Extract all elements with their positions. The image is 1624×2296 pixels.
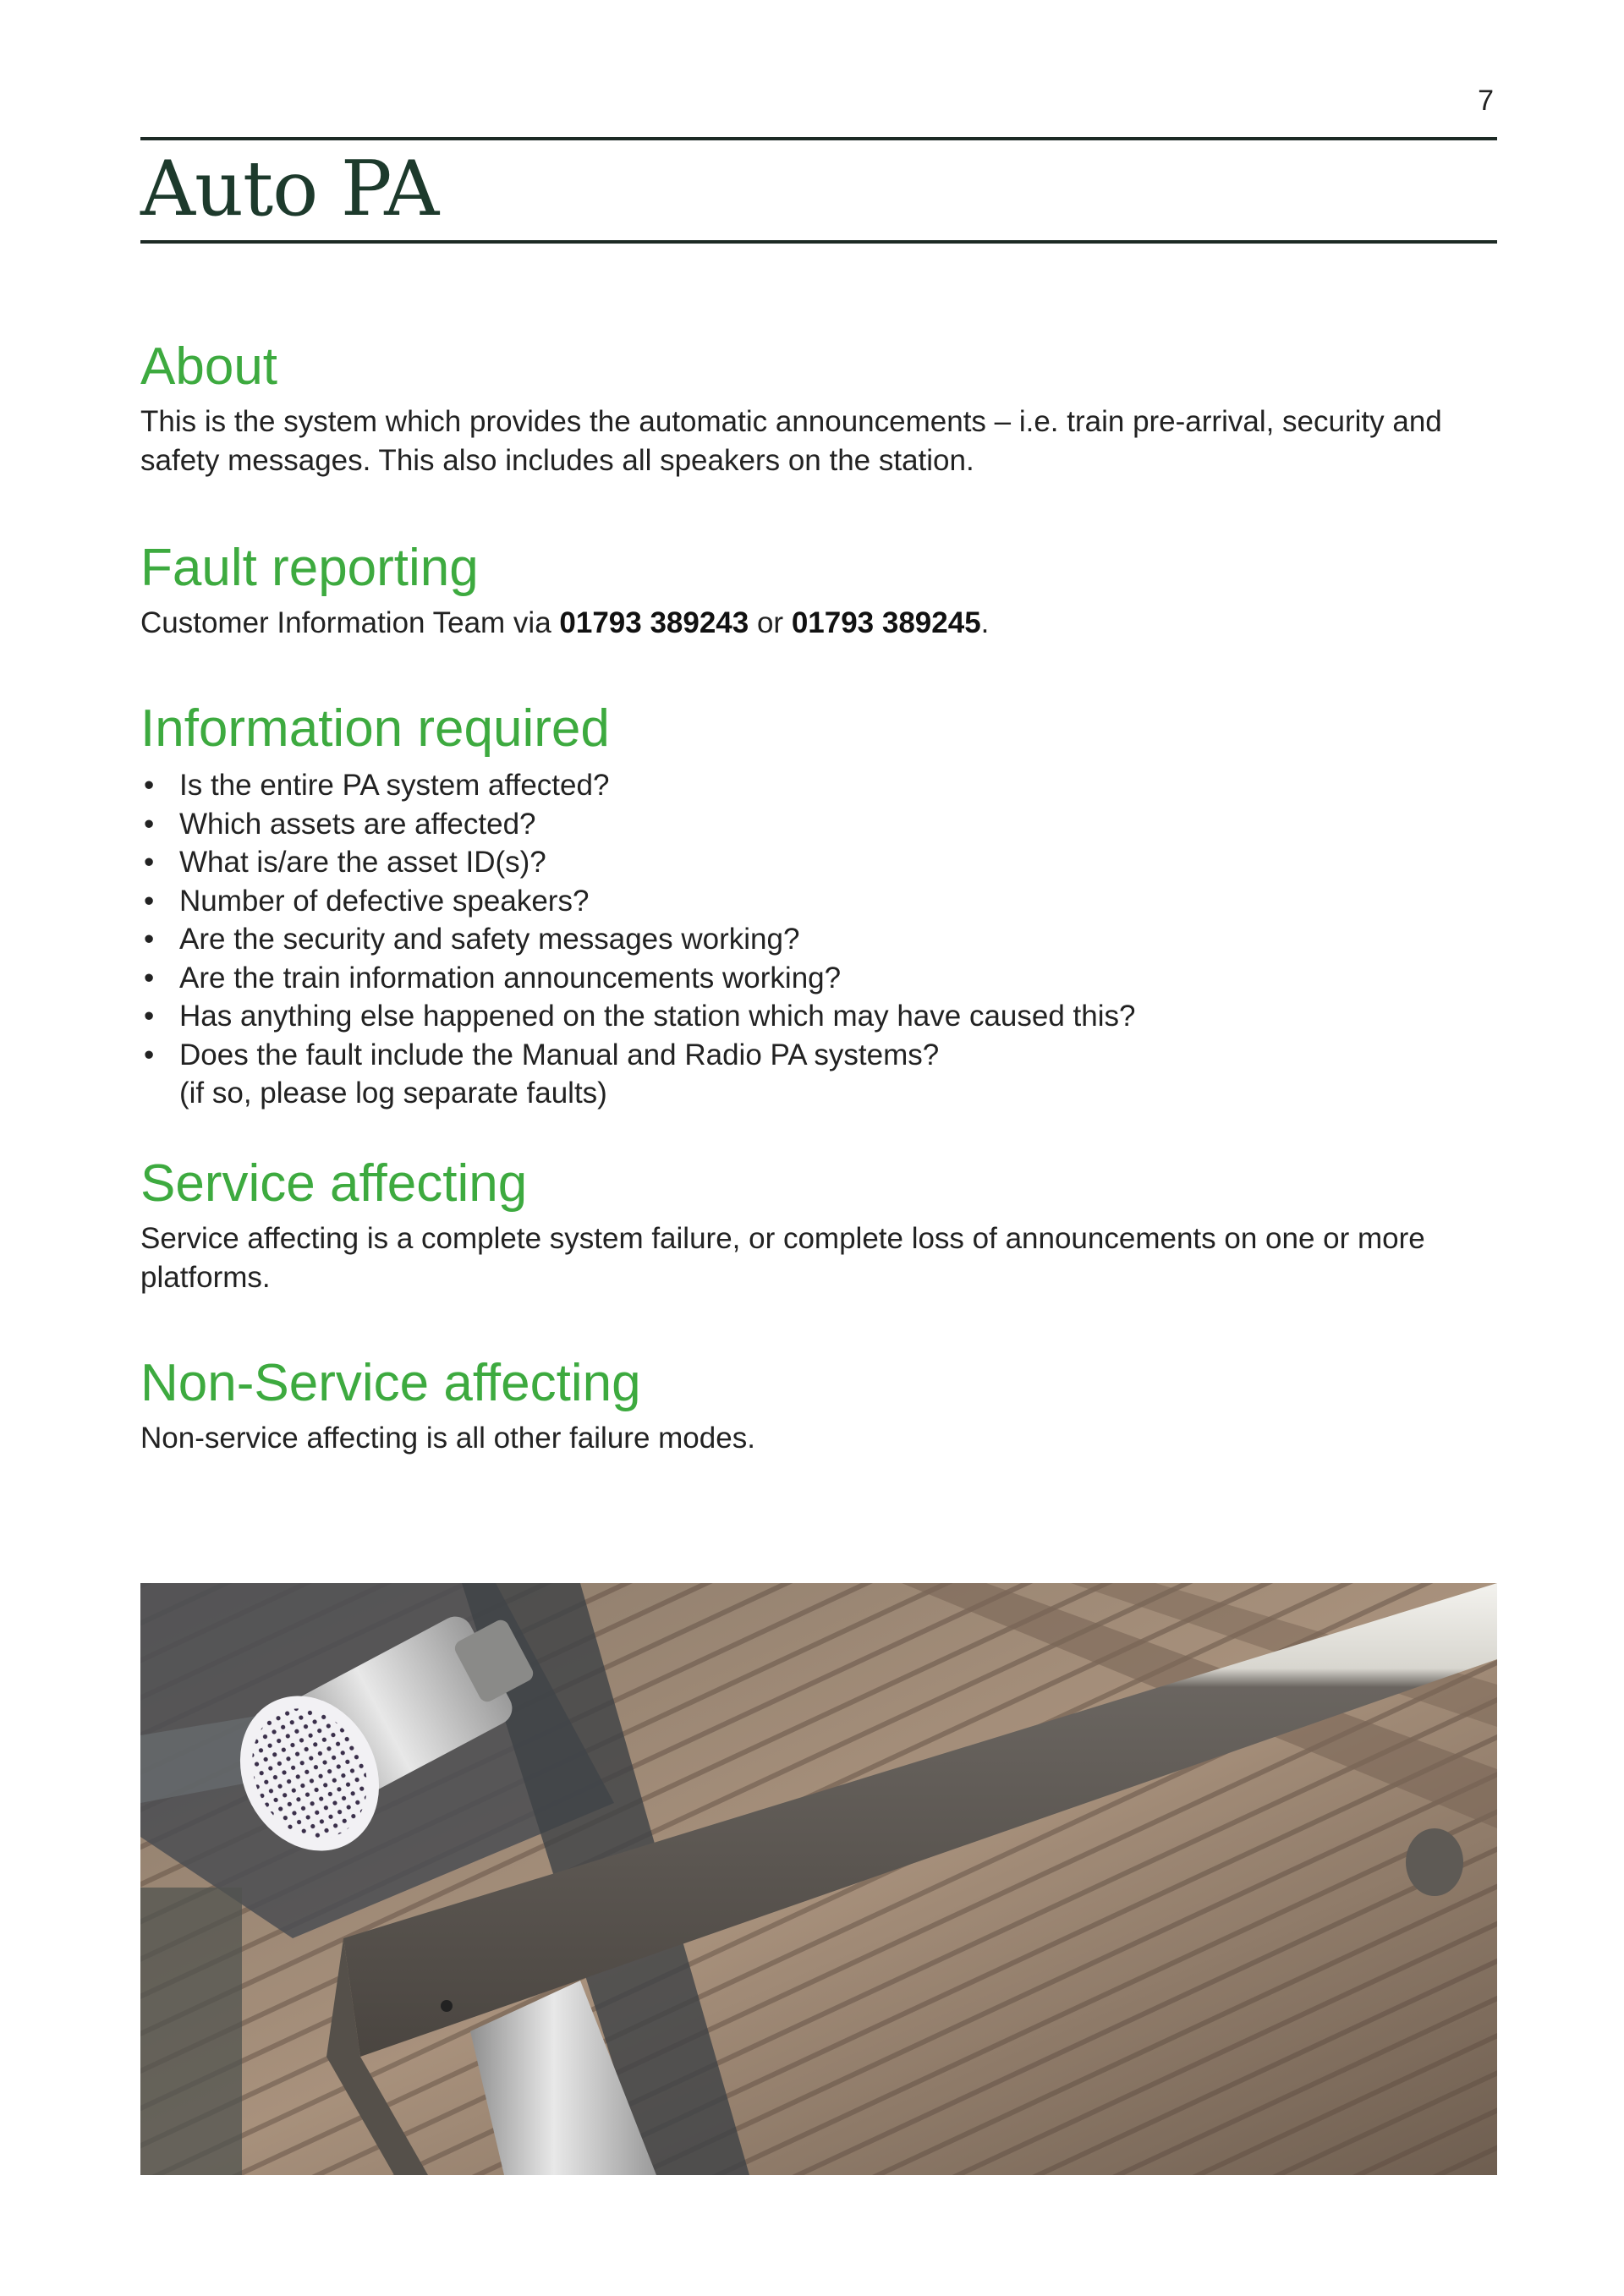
bullet-icon: • <box>144 884 155 918</box>
non-service-affecting-heading: Non-Service affecting <box>140 1354 641 1412</box>
fault-reporting-heading: Fault reporting <box>140 539 479 597</box>
service-affecting-text: Service affecting is a complete system failure, or complete loss of announcements on one or more platforms. <box>140 1222 1425 1294</box>
about-heading: About <box>140 337 278 396</box>
about-text: This is the system which provides the automatic announcements – i.e. train pre-arrival, security and safety messages. This also includes all speakers on the station. <box>140 405 1442 477</box>
speaker-illustration <box>140 1583 1497 2175</box>
fault-reporting-text <box>140 604 1497 643</box>
information-list <box>140 766 1497 1113</box>
list-item: • What is/are the asset ID(s)? <box>140 843 1497 882</box>
service-affecting-section <box>140 1153 1497 1297</box>
fault-prefix: Customer Information Team via <box>140 606 560 639</box>
information-required-section <box>140 699 1497 1113</box>
service-affecting-heading: Service affecting <box>140 1154 528 1213</box>
fault-suffix: . <box>980 606 990 639</box>
list-item: • Is the entire PA system affected? <box>140 766 1497 805</box>
phone-number-2: 01793 389245 <box>791 606 981 639</box>
bullet-icon: • <box>144 923 155 956</box>
list-item: • Which assets are affected? <box>140 805 1497 844</box>
list-item: • Are the train information announcements working? <box>140 959 1497 998</box>
station-speaker-photo <box>140 1583 1497 2175</box>
phone-number-1: 01793 389243 <box>559 606 749 639</box>
page-title: Auto PA <box>140 145 439 233</box>
fault-middle: or <box>749 606 792 639</box>
bullet-icon: • <box>144 961 155 995</box>
bullet-icon: • <box>144 769 155 802</box>
list-item: • Does the fault include the Manual and Radio PA systems? (if so, please log separate faults) <box>140 1036 1497 1113</box>
bullet-icon: • <box>144 846 155 879</box>
non-service-affecting-section <box>140 1353 1497 1458</box>
list-item-note: (if so, please log separate faults) <box>179 1077 607 1110</box>
title-block <box>140 137 1497 244</box>
list-item: • Are the security and safety messages working? <box>140 920 1497 959</box>
bullet-icon: • <box>144 807 155 841</box>
bullet-icon: • <box>144 1000 155 1033</box>
non-service-affecting-text: Non-service affecting is all other failure modes. <box>140 1422 755 1455</box>
list-item: • Number of defective speakers? <box>140 882 1497 921</box>
page-number: 7 <box>1478 85 1494 117</box>
about-section <box>140 337 1497 480</box>
fault-reporting-section <box>140 538 1497 643</box>
list-item: • Has anything else happened on the station which may have caused this? <box>140 997 1497 1036</box>
bullet-icon: • <box>144 1038 155 1071</box>
information-required-heading: Information required <box>140 699 610 758</box>
